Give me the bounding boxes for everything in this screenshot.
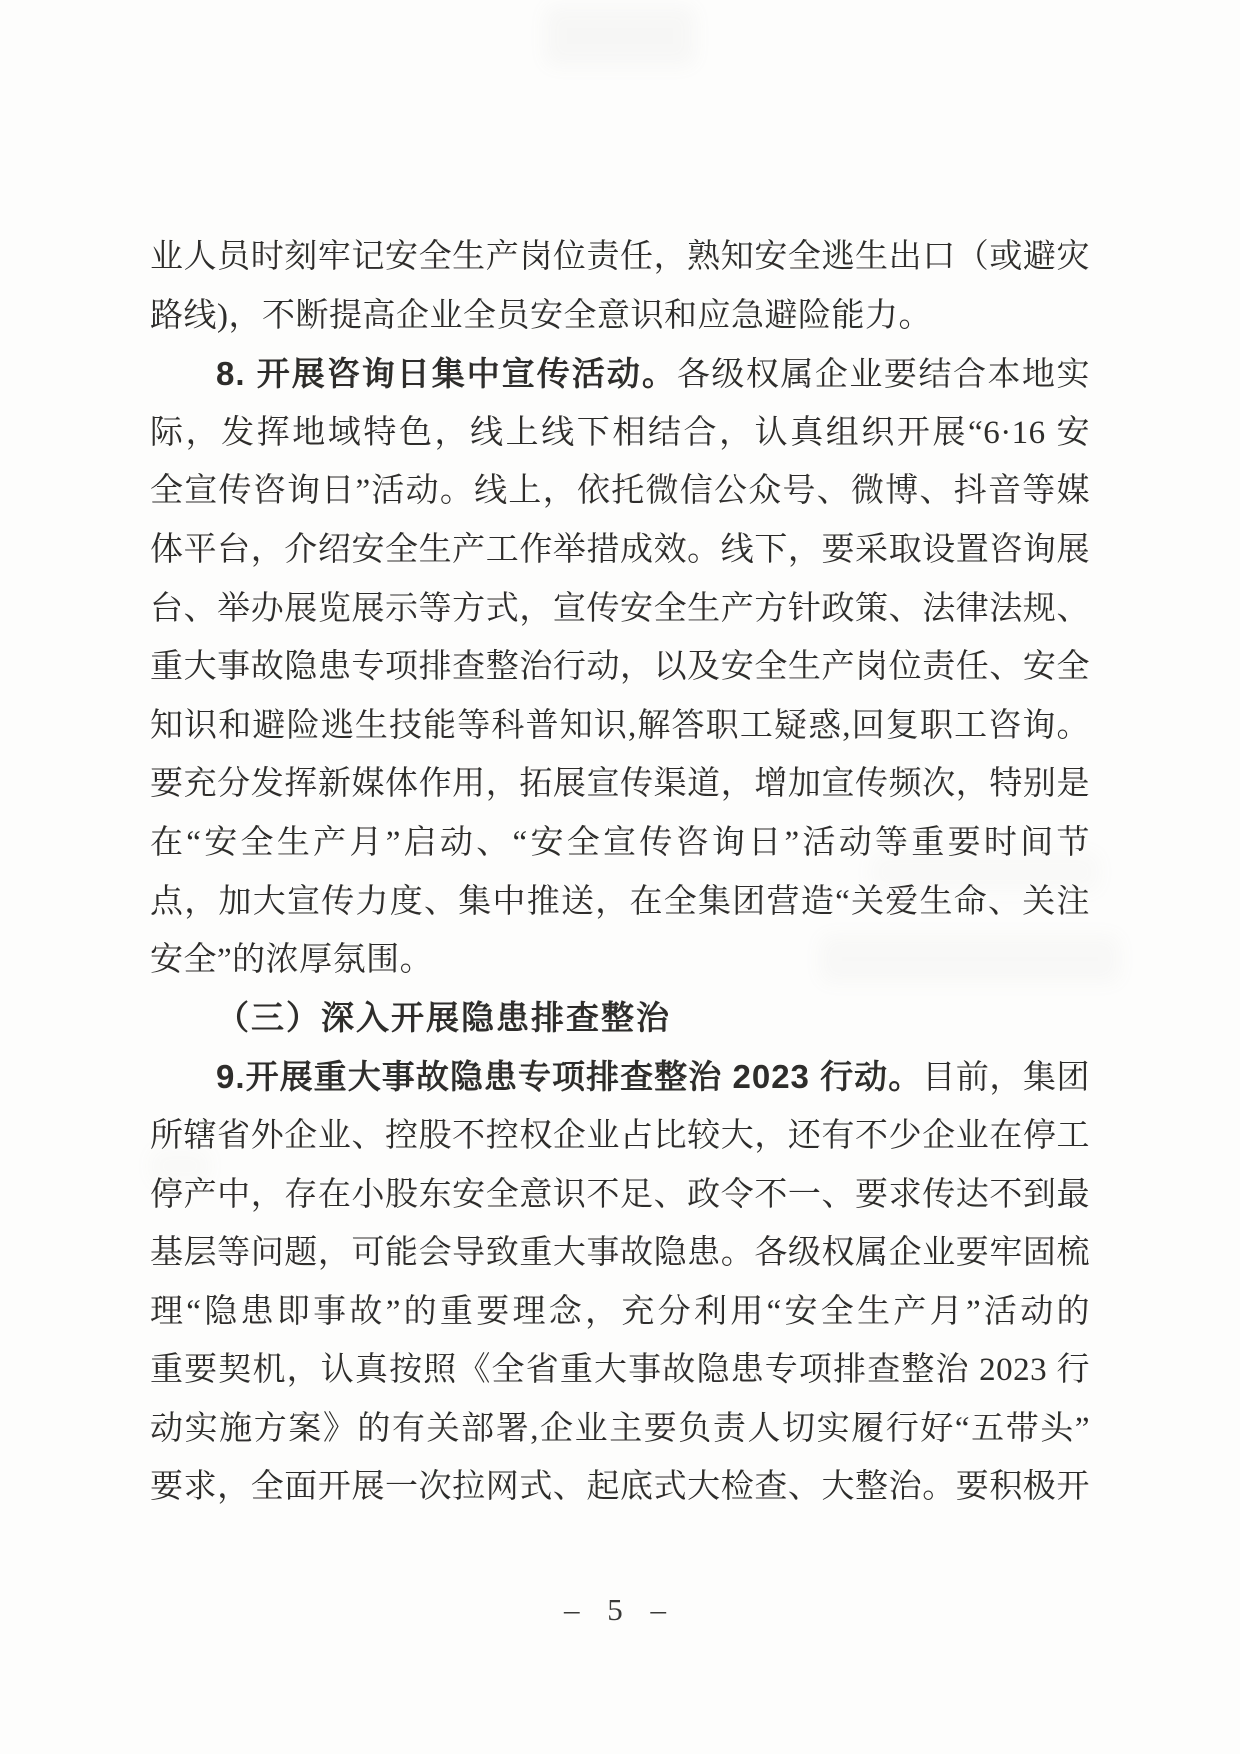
text-line: 要求，全面开展一次拉网式、起底式大检查、大整治。要积极开 bbox=[150, 1469, 1090, 1506]
text-line: 重大事故隐患专项排查整治行动，以及安全生产岗位责任、安全 bbox=[150, 649, 1090, 686]
text-line: 理“隐患即事故”的重要理念，充分利用“安全生产月”活动的 bbox=[150, 1293, 1090, 1330]
text-line: 停产中，存在小股东安全意识不足、政令不一、要求传达不到最 bbox=[150, 1176, 1090, 1213]
item-9-title: 9.开展重大事故隐患专项排查整治 2023 行动。 bbox=[216, 1058, 923, 1096]
item-8-body-start: 各级权属企业要结合本地实 bbox=[676, 357, 1090, 394]
item-8-title: 8. 开展咨询日集中宣传活动。 bbox=[216, 355, 677, 393]
text-line-item-8 bbox=[150, 345, 1090, 404]
page-number: – 5 – bbox=[564, 1592, 676, 1627]
text-line: 要充分发挥新媒体作用，拓展宣传渠道，增加宣传频次，特别是 bbox=[150, 766, 1090, 803]
text-line: 知识和避险逃生技能等科普知识,解答职工疑惑,回复职工咨询。 bbox=[150, 707, 1090, 744]
text-line: 际，发挥地域特色，线上线下相结合，认真组织开展“6·16 安 bbox=[150, 414, 1090, 451]
text-line: 所辖省外企业、控股不控权企业占比较大，还有不少企业在停工 bbox=[150, 1117, 1090, 1154]
document-body bbox=[150, 228, 1090, 1517]
text-line-item-9 bbox=[150, 1048, 1090, 1107]
text-line: 全宣传咨询日”活动。线上，依托微信公众号、微博、抖音等媒 bbox=[150, 473, 1090, 510]
section-heading-3: （三）深入开展隐患排查整治 bbox=[216, 1000, 671, 1037]
text-line: 台、举办展览展示等方式，宣传安全生产方针政策、法律法规、 bbox=[150, 590, 1090, 627]
item-9-body-start: 目前，集团 bbox=[922, 1060, 1090, 1097]
text-line: 路线)，不断提高企业全员安全意识和应急避险能力。 bbox=[150, 297, 932, 334]
text-line: 在“安全生产月”启动、“安全宣传咨询日”活动等重要时间节 bbox=[150, 824, 1090, 861]
text-line: 体平台，介绍安全生产工作举措成效。线下，要采取设置咨询展 bbox=[150, 531, 1090, 568]
text-line: 重要契机，认真按照《全省重大事故隐患专项排查整治 2023 行 bbox=[150, 1352, 1090, 1389]
text-line: 动实施方案》的有关部署,企业主要负责人切实履行好“五带头” bbox=[150, 1410, 1090, 1447]
text-line: 安全”的浓厚氛围。 bbox=[150, 942, 434, 979]
text-line: 基层等问题，可能会导致重大事故隐患。各级权属企业要牢固梳 bbox=[150, 1235, 1090, 1272]
text-line: 点，加大宣传力度、集中推送，在全集团营造“关爱生命、关注 bbox=[150, 883, 1090, 920]
text-line: 业人员时刻牢记安全生产岗位责任，熟知安全逃生出口（或避灾 bbox=[150, 239, 1090, 275]
scan-smudge bbox=[545, 6, 695, 66]
